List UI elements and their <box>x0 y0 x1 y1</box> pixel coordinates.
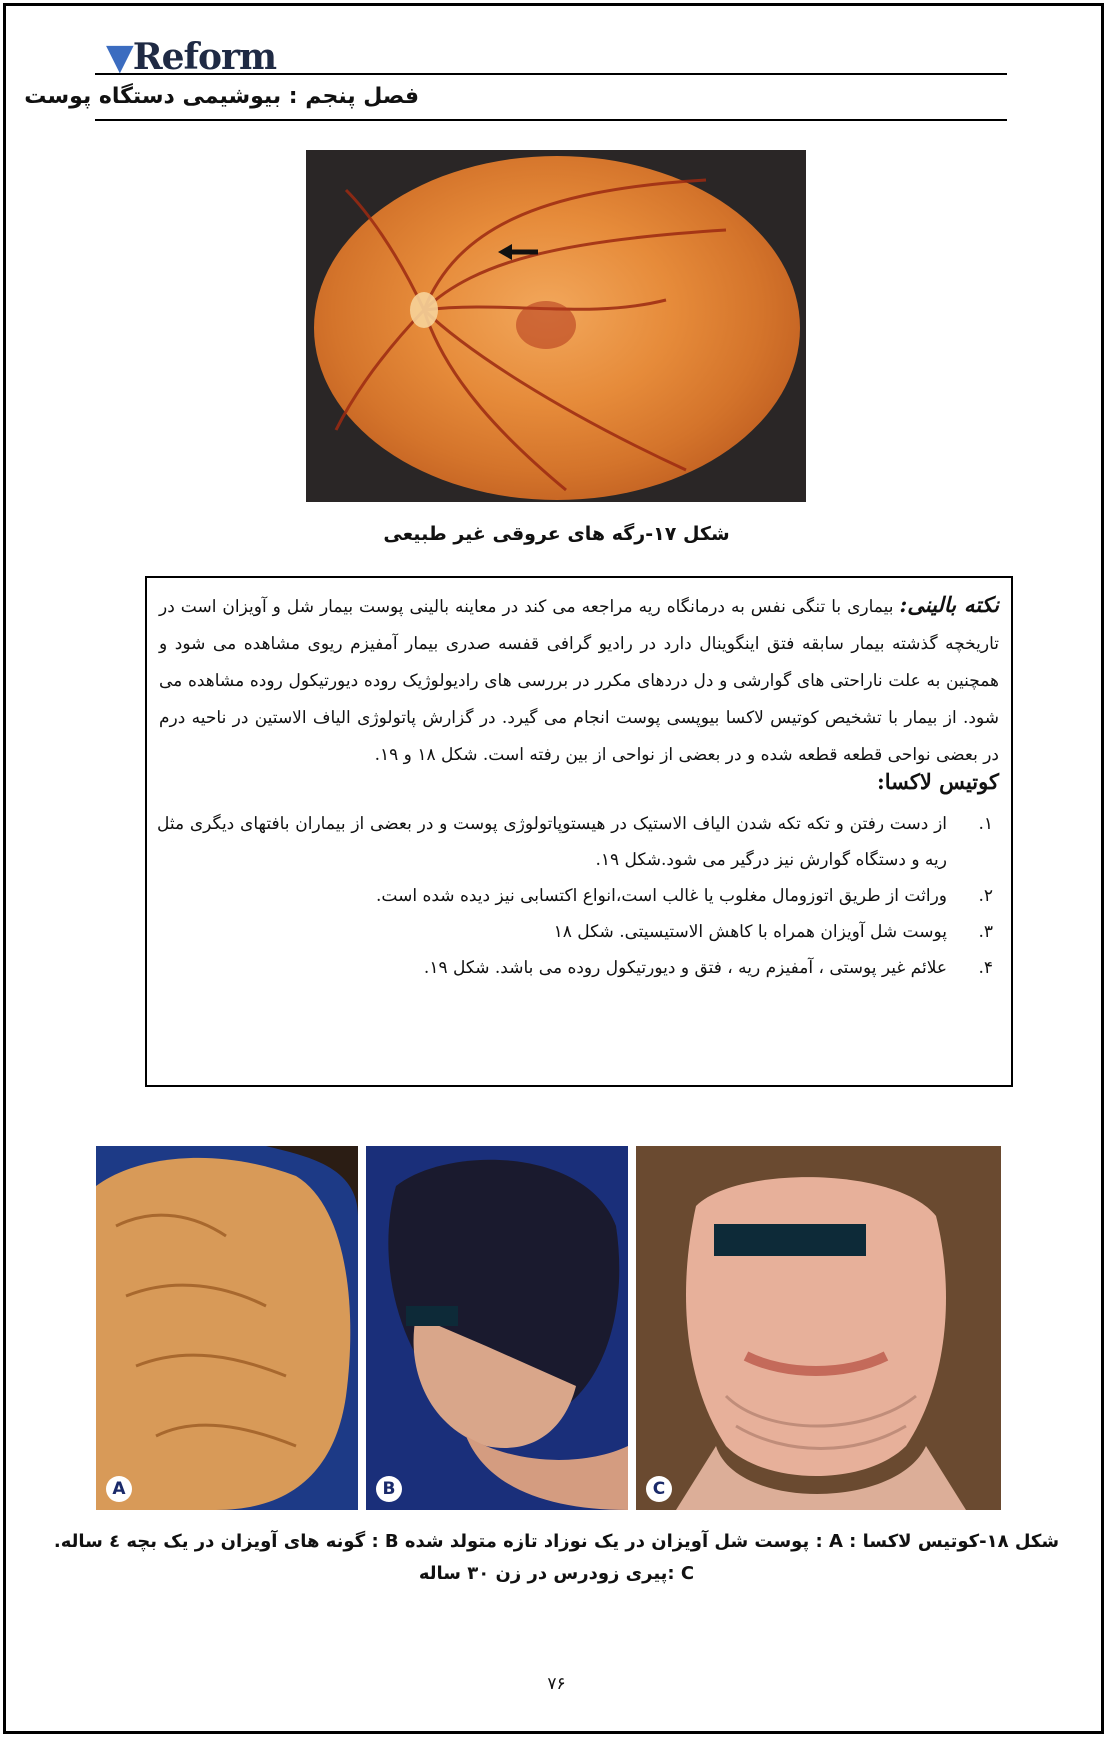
reform-logo: ▼Reform <box>106 36 277 78</box>
figure-18-caption-line2: C :پیری زودرس در زن ۳۰ ساله <box>418 1563 695 1584</box>
photo-panel-b <box>366 1146 628 1510</box>
panel-label-b: B <box>376 1476 402 1502</box>
photo-panel-c <box>636 1146 1001 1510</box>
chapter-title: فصل پنجم : بیوشیمی دستگاه پوست <box>24 84 419 109</box>
clinical-note-text <box>159 586 999 774</box>
figure-18-photos <box>96 1146 1001 1510</box>
cutis-laxa-heading: کوتیس لاکسا: <box>877 769 999 794</box>
list-item: ۱. از دست رفتن و تکه تکه شدن الیاف الاستیک در هیستوپاتولوژی پوست و در بعضی از بیماران بافتهای دیگری مثل ریه و دستگاه گوارش نیز درگیر می شود.شکل ۱۹. <box>157 814 993 870</box>
list-item: ۴. علائم غیر پوستی ، آمفیزم ریه ، فتق و دیورتیکول روده می باشد. شکل ۱۹. <box>423 958 993 978</box>
header-top-rule <box>95 73 1007 75</box>
censor-bar <box>714 1224 866 1256</box>
clinical-note-lead: نکته بالینی: <box>899 592 1000 617</box>
figure-17-caption: شکل ۱۷-رگه های عروقی غیر طبیعی <box>383 523 730 545</box>
figure-18-caption-line1: شکل ۱۸-کوتیس لاکسا : A : پوست شل آویزان در یک نوزاد تازه متولد شده B : گونه های آویزان در یک بچه ٤ ساله. <box>53 1531 1060 1552</box>
list-item: ۳. پوست شل آویزان همراه با کاهش الاستیسیتی. شکل ۱۸ <box>553 922 993 942</box>
figure-18-caption <box>0 1526 1113 1590</box>
list-item: ۲. وراثت از طریق اتوزومال مغلوب یا غالب است،انواع اکتسابی نیز دیده شده است. <box>376 886 993 906</box>
panel-label-c: C <box>646 1476 672 1502</box>
fundus-photo <box>306 150 806 502</box>
child-face-photo <box>366 1146 628 1510</box>
clinical-note-box <box>145 576 1013 1087</box>
panel-label-a: A <box>106 1476 132 1502</box>
clinical-note-body: بیماری با تنگی نفس به درمانگاه ریه مراجعه می کند در معاینه بالینی پوست بیمار شل و آویزان است در تاریخچه گذشته بیمار سابقه فتق اینگوینال دارد در رادیو گرافی قفسه صدری بیمار آمفیزم ریوی مشاهده می شود و همچنین به علت ناراحتی های گوارشی و دل دردهای مکرر در بررسی های رادیولوژیک روده دیورتیکول روده مشاهده می شود. از بیمار با تشخیص کوتیس لاکسا بیوپسی پوست انجام می گیرد. در گزارش پاتولوژی الیاف الاستین در ناحیه درم در بعضی نواحی قطعه قطعه شده و در بعضی از نواحی از بین رفته است. شکل ۱۸ و ۱۹. <box>159 597 999 765</box>
woman-face-photo <box>636 1146 1001 1510</box>
retina-vessels <box>306 150 806 502</box>
infant-skin-photo <box>96 1146 358 1510</box>
page-number: ۷۶ <box>547 1674 566 1694</box>
findings-list <box>157 806 999 986</box>
header-bottom-rule <box>95 119 1007 121</box>
photo-panel-a <box>96 1146 358 1510</box>
